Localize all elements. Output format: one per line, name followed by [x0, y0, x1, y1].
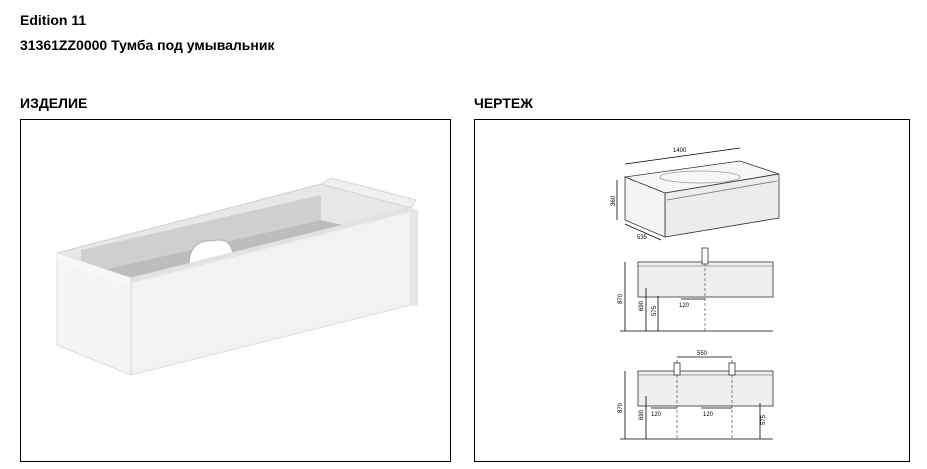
fv2-offset-right: 120: [703, 412, 714, 418]
isometric-view: [611, 148, 779, 241]
fv2-d2: 575: [761, 414, 767, 425]
technical-drawing: [475, 120, 909, 461]
fv2-d1: 690: [639, 409, 645, 420]
dim-width: 1400: [673, 148, 687, 154]
fv2-offset-left: 120: [651, 412, 662, 418]
fv1-d2: 575: [652, 305, 658, 316]
fv1-offset: 120: [679, 303, 690, 309]
product-code-title: 31361ZZ0000 Тумба под умывальник: [20, 37, 275, 53]
fv2-total: 870: [618, 402, 624, 413]
dim-depth: 535: [637, 235, 648, 241]
fv2-spacing: 550: [697, 351, 708, 357]
fv1-d1: 690: [639, 300, 645, 311]
dim-height: 360: [611, 195, 617, 206]
technical-drawing-panel: [474, 119, 910, 462]
front-view-1: [618, 248, 773, 331]
product-image-panel: [20, 119, 451, 462]
product-series: Edition 11: [20, 12, 87, 28]
front-view-2: [618, 351, 773, 439]
fv1-total: 870: [618, 293, 624, 304]
vanity-unit-render: [21, 120, 450, 461]
product-section-label: ИЗДЕЛИЕ: [20, 95, 88, 111]
drawing-section-label: ЧЕРТЕЖ: [474, 95, 533, 111]
